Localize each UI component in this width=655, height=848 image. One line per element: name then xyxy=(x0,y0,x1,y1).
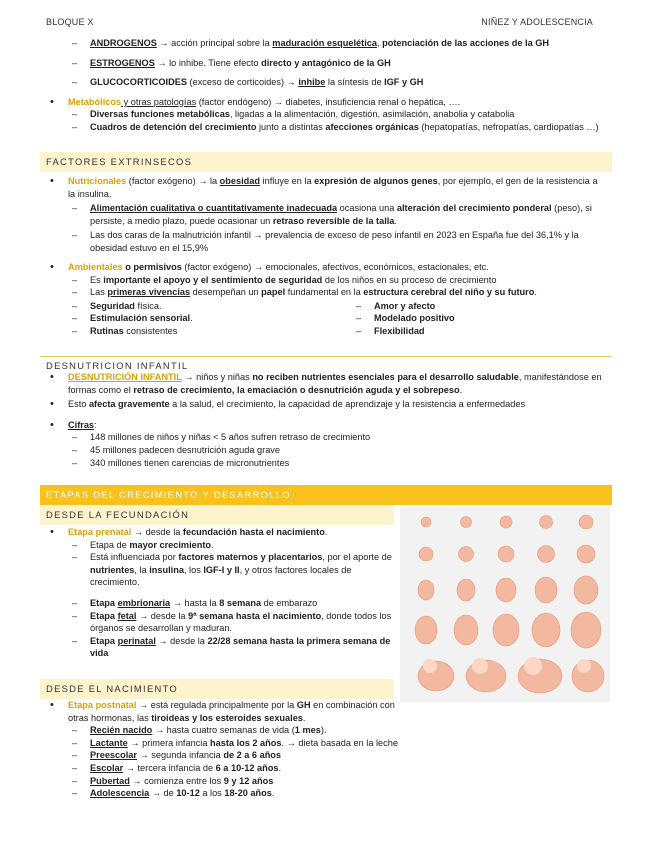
list-item: – Alimentación cualitativa o cuantitativamente inadecuada ocasiona una alteración del crecimiento ponderal (peso), si persiste, a medio plazo, puede ocasionar un retraso reversible de la talla. xyxy=(46,202,606,227)
list-item: – Adolescencia → de 10-12 a los 18-20 años. xyxy=(46,787,406,800)
list-item: – Rutinas consistentes xyxy=(46,325,326,338)
list-item: • Etapa postnatal → está regulada principalmente por la GH en combinación con otras hormonas, las tiroideas y los esteroides sexuales. xyxy=(46,699,406,724)
hormone-name: GLUCOCORTICOIDES xyxy=(90,77,187,88)
list-item: • Esto afecta gravemente a la salud, el crecimiento, la capacidad de aprendizaje y la resistencia a enfermedades xyxy=(46,398,606,411)
list-item: – Está influenciada por factores maternos y placentarios, por el aporte de nutrientes, la insulina, los IGF-I y II, y otros factores locales de crecimiento. xyxy=(46,551,392,589)
list-item: – ANDROGENOS → acción principal sobre la maduración esquelética, potenciación de las acciones de la GH xyxy=(46,37,606,50)
list-item: – Seguridad física. xyxy=(46,300,326,313)
list-item: – Modelado positivo xyxy=(330,312,455,325)
list-item: • Cifras: xyxy=(46,419,606,432)
prenatal-block xyxy=(46,526,392,660)
list-item: – Lactante → primera infancia hasta los 2 años. → dieta basada en la leche xyxy=(46,737,406,750)
list-item: – Escolar → tercera infancia de 6 a 10-12 años. xyxy=(46,762,406,775)
header-right: NIÑEZ Y ADOLESCENCIA xyxy=(481,17,593,27)
embryo-development-image xyxy=(400,506,610,702)
section-nacimiento: DESDE EL NACIMIENTO xyxy=(40,679,394,699)
list-item: – 148 millones de niños y niñas < 5 años sufren retraso de crecimiento xyxy=(46,431,606,444)
list-item: – Amor y afecto xyxy=(330,300,455,313)
hormone-name: ESTROGENOS xyxy=(90,57,155,68)
list-item: – Cuadros de detención del crecimiento junto a distintas afecciones orgánicas (hepatopatías, nefropatías, cardiopatías …) xyxy=(46,121,606,134)
section-etapas: ETAPAS DEL CRECIMIENTO Y DESARROLLO xyxy=(40,485,612,505)
list-item: – Etapa de mayor crecimiento. xyxy=(46,539,392,552)
list-item: – GLUCOCORTICOIDES (exceso de corticoides) → inhibe la síntesis de IGF y GH xyxy=(46,76,606,89)
list-item: – Es importante el apoyo y el sentimiento de seguridad de los niños en su proceso de crecimiento xyxy=(46,274,606,287)
list-item: – Flexibilidad xyxy=(330,325,455,338)
header-left: BLOQUE X xyxy=(46,17,94,27)
list-item: • DESNUTRICIÓN INFANTIL → niños y niñas no reciben nutrientes esenciales para el desarrollo saludable, manifestándose en formas como el retraso de crecimiento, la emaciación o desnutrición aguda y el sobrepeso. xyxy=(46,371,606,396)
section-desnutricion: DESNUTRICION INFANTIL xyxy=(46,360,189,371)
list-item: – 45 millones padecen desnutrición aguda grave xyxy=(46,444,606,457)
list-item: – Las dos caras de la malnutrición infantil → prevalencia de exceso de peso infantil en 2023 en España fue del 36,1% y la obesidad estuvo en el 15,9% xyxy=(46,229,606,254)
list-item: • Ambientales o permisivos (factor exógeno) → emocionales, afectivos, económicos, estacionales, etc. xyxy=(46,261,606,274)
section-extrinsecos: FACTORES EXTRINSECOS xyxy=(40,152,612,172)
list-item: – Etapa fetal → desde la 9ª semana hasta el nacimiento, donde todos los órganos se desarrollan y maduran. xyxy=(46,610,392,635)
embryo-illustration xyxy=(400,506,610,702)
list-item: – Diversas funciones metabólicas, ligadas a la alimentación, digestión, asimilación, anabolia y catabolia xyxy=(46,108,606,121)
ambientales-block xyxy=(46,261,606,338)
section-divider xyxy=(40,356,612,357)
hormone-name: ANDROGENOS xyxy=(90,38,157,48)
list-item: • Metabólicos y otras patologías (factor endógeno) → diabetes, insuficiencia renal o hepática, …. xyxy=(46,96,606,109)
list-item: – Estimulación sensorial. xyxy=(46,312,326,325)
list-item: – Pubertad → comienza entre los 9 y 12 años xyxy=(46,775,406,788)
list-item: – Etapa perinatal → desde la 22/28 semana hasta la primera semana de vida xyxy=(46,635,392,660)
extrinsecos-block xyxy=(46,175,606,255)
list-item: • Etapa prenatal → desde la fecundación hasta el nacimiento. xyxy=(46,526,392,539)
list-item: – Las primeras vivencias desempeñan un papel fundamental en la estructura cerebral del niño y su futuro. xyxy=(46,286,606,299)
ambientales-columns xyxy=(46,300,606,338)
list-item: – ESTROGENOS → lo inhibe. Tiene efecto directo y antagónico de la GH xyxy=(46,57,606,70)
list-item: – Preescolar → segunda infancia de 2 a 6 años xyxy=(46,749,406,762)
list-item: • Nutricionales (factor exógeno) → la obesidad influye en la expresión de algunos genes, por ejemplo, el gen de la resistencia a la insulina. xyxy=(46,175,606,200)
hormones-block xyxy=(46,37,606,134)
list-item: – Recién nacido → hasta cuatro semanas de vida (1 mes). xyxy=(46,724,406,737)
list-item: – Etapa embrionaria → hasta la 8 semana de embarazo xyxy=(46,597,392,610)
desnutricion-block xyxy=(46,371,606,469)
section-fecundacion: DESDE LA FECUNDACIÓN xyxy=(40,505,394,525)
list-item: – 340 millones tienen carencias de micronutrientes xyxy=(46,457,606,470)
postnatal-block xyxy=(46,699,406,800)
